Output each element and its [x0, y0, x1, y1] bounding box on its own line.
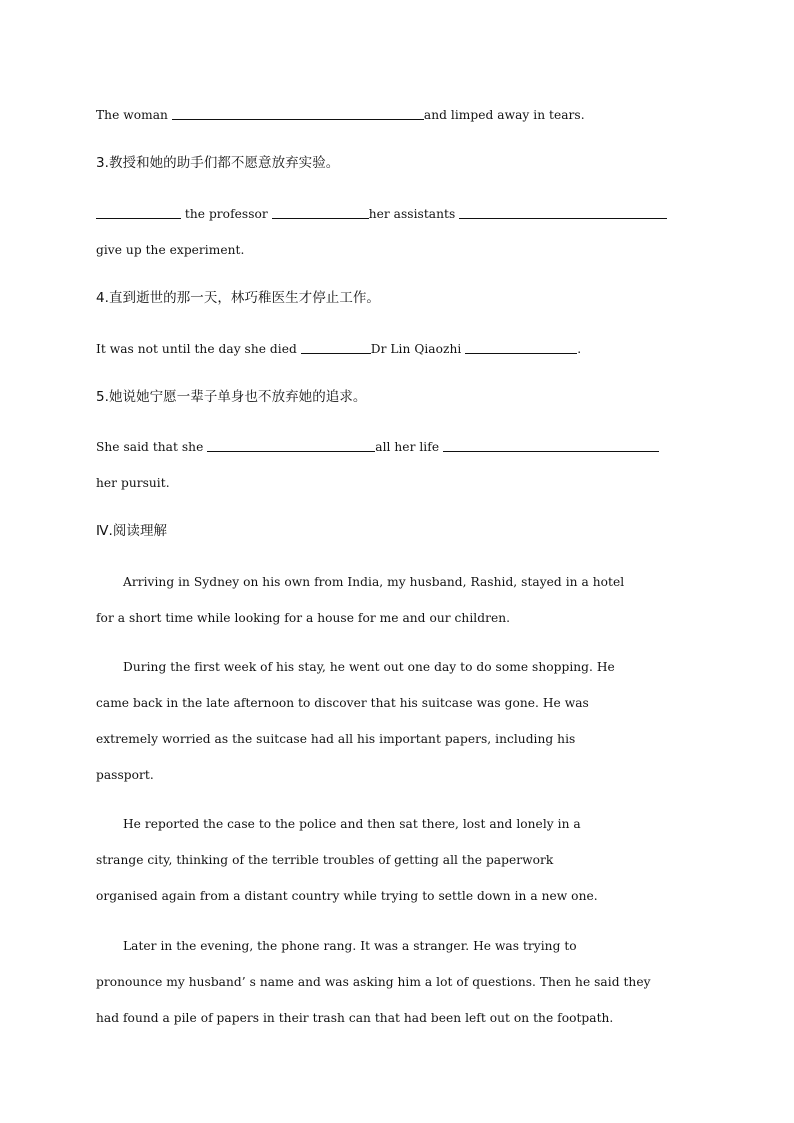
q4-seg2-text: Dr Lin Qiaozhi [370, 342, 466, 356]
q3-prompt: 3.教授和她的助手们都不愿意放弃实验。 [96, 155, 340, 171]
q4-seg1-text: It was not until the day she died [96, 342, 301, 356]
passage-p4-line1: Later in the evening, the phone rang. It was a stranger. He was trying to [123, 939, 577, 953]
passage-p1-line2: for a short time while looking for a house for me and our children. [96, 611, 511, 625]
q3-blank-3[interactable] [459, 206, 667, 219]
q2-blank[interactable] [172, 107, 424, 120]
q5-prompt: 5.她说她宁愿一辈子单身也不放弃她的追求。 [96, 389, 367, 405]
passage-p4-line2: pronounce my husband’ s name and was asking him a lot of questions. Then he said they [96, 975, 651, 989]
q3-blank-1[interactable] [96, 206, 181, 219]
q2-sentence [96, 107, 585, 123]
passage-p3-line3: organised again from a distant country while trying to settle down in a new one. [96, 889, 598, 903]
passage-p2-line2: came back in the late afternoon to discover that his suitcase was gone. He was [96, 696, 589, 710]
q2-end-text: and limped away in tears. [423, 108, 585, 122]
q2-start-text: The woman [96, 108, 172, 122]
q3-blank-2[interactable] [272, 206, 369, 219]
q5-blank-2[interactable] [443, 439, 659, 452]
q5-sentence-line1 [96, 439, 659, 455]
q5-blank-1[interactable] [207, 439, 375, 452]
passage-p2-line3: extremely worried as the suitcase had all his important papers, including his [96, 732, 576, 746]
section-heading: Ⅳ.阅读理解 [96, 523, 168, 539]
passage-p4-line3: had found a pile of papers in their trash can that had been left out on the footpath. [96, 1011, 614, 1025]
q5-seg1-text: She said that she [96, 440, 208, 454]
q3-seg1-text: the professor [181, 207, 272, 221]
q3-seg2-text: her assistants [368, 207, 460, 221]
q3-sentence-line1 [96, 206, 667, 222]
q4-blank-2[interactable] [465, 341, 577, 354]
passage-p2-line4: passport. [96, 768, 154, 782]
passage-p3-line2: strange city, thinking of the terrible troubles of getting all the paperwork [96, 853, 554, 867]
q4-blank-1[interactable] [301, 341, 371, 354]
q4-end-text: . [577, 342, 582, 356]
passage-p2-line1: During the first week of his stay, he went out one day to do some shopping. He [123, 660, 615, 674]
q5-seg2-text: all her life [375, 440, 444, 454]
q4-prompt: 4.直到逝世的那一天，林巧稚医生才停止工作。 [96, 290, 380, 306]
q3-sentence-line2: give up the experiment. [96, 243, 245, 257]
passage-p1-line1: Arriving in Sydney on his own from India, my husband, Rashid, stayed in a hotel [123, 575, 625, 589]
passage-p3-line1: He reported the case to the police and then sat there, lost and lonely in a [123, 817, 581, 831]
q5-sentence-line2: her pursuit. [96, 476, 170, 490]
q4-sentence [96, 341, 581, 357]
